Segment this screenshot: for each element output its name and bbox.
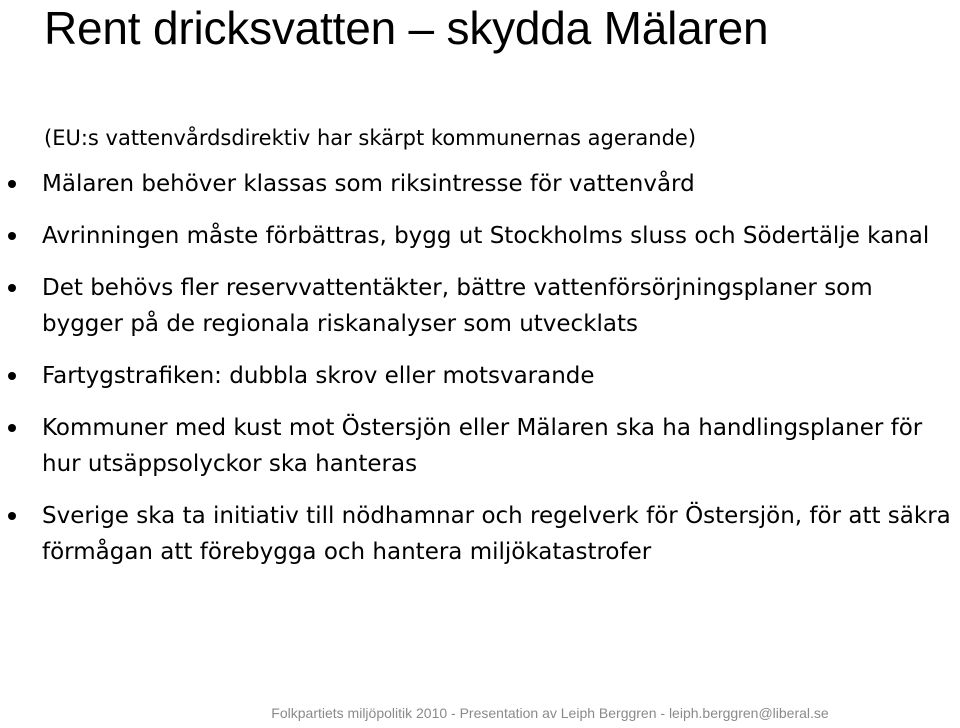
bullet-dot-icon xyxy=(8,424,16,432)
bullet-list xyxy=(0,166,960,586)
bullet-text: Avrinningen måste förbättras, bygg ut Stockholms sluss och Södertälje kanal xyxy=(42,223,930,249)
bullet-text: Kommuner med kust mot Östersjön eller Mälaren ska ha handlingsplaner för hur utsäppsolyckor ska hanteras xyxy=(42,415,923,477)
bullet-dot-icon xyxy=(8,372,16,380)
bullet-item xyxy=(0,166,960,202)
bullet-item xyxy=(0,410,960,482)
bullet-dot-icon xyxy=(8,284,16,292)
bullet-text: Det behövs fler reservvattentäkter, bättre vattenförsörjningsplaner som bygger på de regionala riskanalyser som utvecklats xyxy=(42,275,873,337)
bullet-text: Mälaren behöver klassas som riksintresse för vattenvård xyxy=(42,171,695,197)
bullet-dot-icon xyxy=(8,232,16,240)
slide-footer: Folkpartiets miljöpolitik 2010 - Presentation av Leiph Berggren - leiph.berggren@liberal.se xyxy=(271,705,829,721)
bullet-item xyxy=(0,498,960,570)
bullet-item xyxy=(0,218,960,254)
bullet-dot-icon xyxy=(8,512,16,520)
bullet-item xyxy=(0,270,960,342)
bullet-text: Fartygstrafiken: dubbla skrov eller motsvarande xyxy=(42,363,595,389)
bullet-text: Sverige ska ta initiativ till nödhamnar och regelverk för Östersjön, för att säkra förmågan att förebygga och hantera miljökatastrofer xyxy=(42,503,951,565)
slide-subtitle: (EU:s vattenvårdsdirektiv har skärpt kommunernas agerande) xyxy=(44,126,697,150)
bullet-item xyxy=(0,358,960,394)
slide-title: Rent dricksvatten – skydda Mälaren xyxy=(44,2,769,54)
bullet-dot-icon xyxy=(8,180,16,188)
